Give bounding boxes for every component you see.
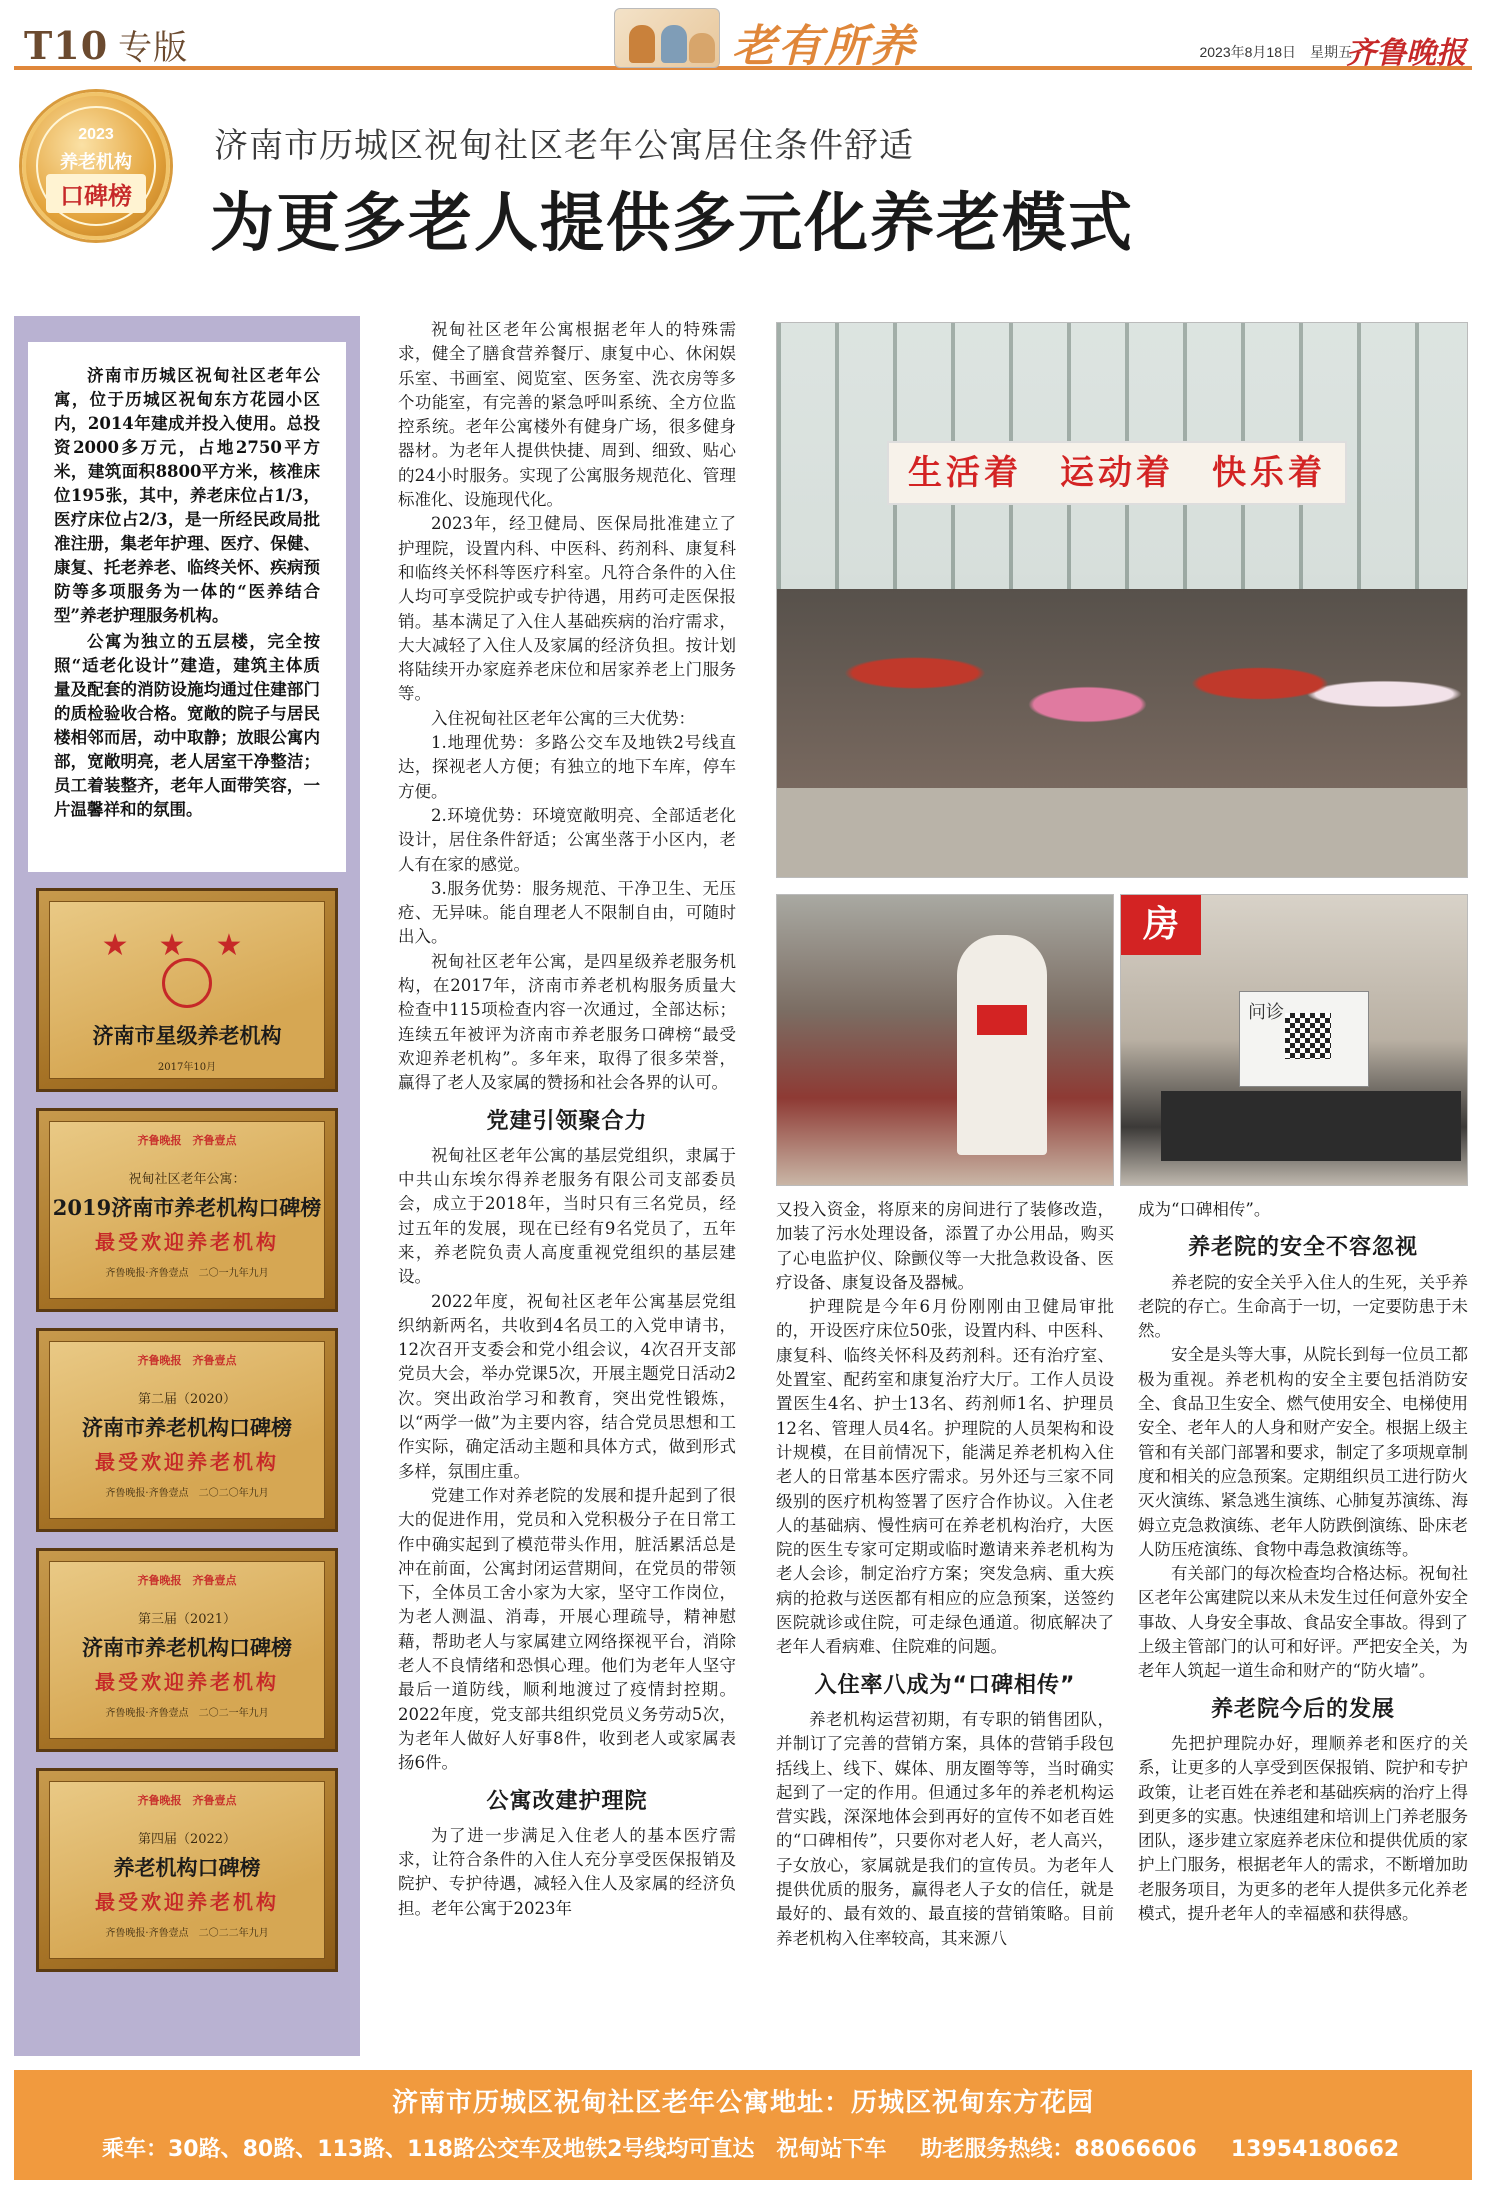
plaque-logos: 齐鲁晚报 齐鲁壹点: [137, 1134, 237, 1147]
article-title: 为更多老人提供多元化养老模式: [210, 186, 1134, 261]
photo-board: 问诊: [1239, 991, 1369, 1087]
award-medal: [22, 92, 170, 240]
paragraph: 成为“口碑相传”。: [1138, 1200, 1271, 1219]
section-heading: 公寓改建护理院: [486, 1788, 648, 1814]
clinic-photo: [1120, 894, 1468, 1186]
brand-logo: 老有所养: [732, 21, 916, 72]
plaque-date: 2017年10月: [157, 1062, 217, 1073]
footer-transit: 乘车：30路、80路、113路、118路公交车及地铁2号线均可直达 祝甸站下车: [102, 2137, 887, 2162]
plaque-title: 2019济南市养老机构口碑榜: [52, 1195, 322, 1220]
plaque-edition: 祝甸社区老年公寓：: [128, 1172, 246, 1187]
paragraph: 祝甸社区老年公寓根据老年人的特殊需求，健全了膳食营养餐厅、康复中心、休闲娱乐室、书画室、阅览室、医务室、洗衣房等多个功能室，有完善的紧急呼叫系统、全方位监控系统。老年公寓楼外有健身广场，很多健身器材。为老年人提供快捷、周到、细致、贴心的24小时服务。实现了公寓服务规范化、管理标准化、设施现代化。: [398, 320, 736, 510]
qr-code-icon: [1285, 1013, 1331, 1059]
paragraph: 护理院是今年6月份刚刚由卫健局审批的，开设医疗床位50张，设置内科、中医科、康复科、临终关怀科及药剂科。还有治疗室、处置室、配药室和康复治疗大厅。工作人员设置医生4名、护士13名、药剂师1名、护理员12名、管理人员4名。护理院的人员架构和设计规模，在目前情况下，能满足养老机构入住老人的日常基本医疗需求。另外还与三家不同级别的医疗机构签署了医疗合作协议。入住老人的基础病、慢性病可在养老机构治疗，大医院的医生专家可定期或临时邀请来养老机构为老人会诊，制定治疗方案；突发急病、重大疾病的抢救与送医都有相应的应急预案，送签约医院就诊或住院，可走绿色通道。彻底解决了老年人看病难、住院难的问题。: [776, 1297, 1114, 1657]
plaque-date: 齐鲁晚报·齐鲁壹点 二〇二二年九月: [105, 1928, 269, 1939]
paragraph: 又投入资金，将原来的房间进行了装修改造，加装了污水处理设备，添置了办公用品，购买了心电监护仪、除颤仪等一大批急救设备、医疗设备、康复设备及器械。: [776, 1200, 1114, 1292]
paragraph: 2022年度，祝甸社区老年公寓基层党组织纳新两名，共收到4名员工的入党申请书，12次召开支委会和党小组会议，4次召开支部党员大会，举办党课5次，开展主题党日活动2次。突出政治学习和教育，突出党性锻炼，以“两学一做”为主要内容，结合党员思想和工作实际，确定活动主题和具体方式，做到形式多样，氛围庄重。: [398, 1291, 736, 1481]
brand-photo: [614, 8, 720, 68]
photo-sign: 房: [1121, 895, 1201, 955]
paragraph: 祝甸社区老年公寓的基层党组织，隶属于中共山东埃尔得养老服务有限公司支部委员会，成立于2018年，当时只有三名党员，经过五年的发展，现在已经有9名党员了，五年来，养老院负责人高度重视党组织的基层建设。: [398, 1145, 736, 1287]
plaque-title: 济南市星级养老机构: [92, 1023, 282, 1048]
article-column-3: [776, 1198, 1114, 1951]
paragraph: 养老机构运营初期，有专职的销售团队，并制订了完善的营销方案，具体的营销手段包括线上、线下、媒体、朋友圈等等，当时确实起到了一定的作用。但通过多年的养老机构运营实践，深深地体会到再好的宣传不如老百姓的“口碑相传”，只要你对老人好，老人高兴，子女放心，家属就是我们的宣传员。为老年人提供优质的服务，赢得老人子女的信任，就是最好的、最有效的、最直接的营销策略。目前养老机构入住率较高，其来源八: [776, 1709, 1114, 1948]
stars-icon: ★★★: [101, 928, 273, 963]
paragraph: 先把护理院办好，理顺养老和医疗的关系，让更多的人享受到医保报销、院护和专护政策，让老百姓在养老和基础疾病的治疗上得到更多的实惠。快速组建和培训上门养老服务团队，逐步建立家庭养老床位和提供优质的家护上门服务，根据老年人的需求，不断增加助老服务项目，为更多的老年人提供多元化养老模式，提升老年人的幸福感和获得感。: [1138, 1733, 1468, 1924]
plaque-award: 最受欢迎养老机构: [95, 1670, 279, 1694]
section-heading: 入住率八成为“口碑相传”: [814, 1672, 1076, 1698]
paragraph: 党建工作对养老院的发展和提升起到了很大的促进作用，党员和入党积极分子在日常工作中确实起到了模范带头作用，脏活累活总是冲在前面，公寓封闭运营期间，在党员的带领下，全体员工舍小家为大家，坚守工作岗位，为老人测温、消毒，开展心理疏导，精神慰藉，帮助老人与家属建立网络探视平台，消除老人不良情绪和恐惧心理。他们为老年人坚守最后一道防线，顺利地渡过了疫情封控期。2022年度，党支部共组织党员义务劳动5次，为老年人做好人好事8件，收到老人或家属表扬6件。: [398, 1485, 736, 1773]
issue-date: 2023年8月18日 星期五: [1199, 44, 1352, 60]
plaque-date: 齐鲁晚报·齐鲁壹点 二〇二〇年九月: [105, 1488, 269, 1499]
paragraph: 有关部门的每次检查均合格达标。祝甸社区老年公寓建院以来从未发生过任何意外安全事故、人身安全事故、食品安全事故。得到了上级主管部门的认可和好评。严把安全关，为老年人筑起一道生命和财产的“防火墙”。: [1138, 1564, 1468, 1681]
group-photo: [776, 322, 1468, 878]
emblem-icon: [162, 958, 212, 1008]
plaque-date: 齐鲁晚报·齐鲁壹点 二〇一九年九月: [105, 1268, 269, 1279]
section-heading: 党建引领聚合力: [486, 1108, 648, 1134]
paragraph: 入住祝甸社区老年公寓的三大优势：: [431, 708, 695, 728]
paper-logo: 齐鲁晚报: [1346, 36, 1466, 71]
intro-box: [28, 342, 346, 872]
footer-info: [102, 2132, 1433, 2163]
paragraph: 1.地理优势：多路公交车及地铁2号线直达，探视老人方便；有独立的地下车库，停车方便。: [398, 733, 736, 801]
activity-photo: [776, 894, 1114, 1186]
plaque-edition: 第三届（2021）: [137, 1612, 237, 1627]
plaque-logos: 齐鲁晚报 齐鲁壹点: [137, 1794, 237, 1807]
footer-mobile: 13954180662: [1230, 2137, 1400, 2162]
plaque-edition: 第四届（2022）: [137, 1832, 237, 1847]
article-column-4: [1138, 1198, 1468, 1926]
medal-line1: 养老机构: [60, 152, 132, 173]
plaque-award: 最受欢迎养老机构: [95, 1890, 279, 1914]
footer-band: [14, 2070, 1472, 2180]
medal-line2: 口碑榜: [46, 174, 146, 213]
paragraph: 2.环境优势：环境宽敞明亮、全部适老化设计，居住条件舒适；公寓坐落于小区内，老人有在家的感觉。: [398, 805, 736, 874]
paragraph: 祝甸社区老年公寓，是四星级养老服务机构，在2017年，济南市养老机构服务质量大检查中115项检查内容一次通过，全部达标；连续五年被评为济南市养老服务口碑榜“最受欢迎养老机构”。多年来，取得了很多荣誉，赢得了老人及家属的赞扬和社会各界的认可。: [398, 951, 736, 1093]
plaque-logos: 齐鲁晚报 齐鲁壹点: [137, 1354, 237, 1367]
section-heading: 养老院的安全不容忽视: [1187, 1235, 1418, 1261]
plaque-award: 最受欢迎养老机构: [95, 1450, 279, 1474]
footer-hotline: 助老服务热线：88066606: [920, 2137, 1197, 2162]
intro-paragraph: 公寓为独立的五层楼，完全按照“适老化设计”建造，建筑主体质量及配套的消防设施均通过住建部门的质检验收合格。宽敞的院子与居民楼相邻而居，动中取静；放眼公寓内部，宽敞明亮，老人居室干净整洁；员工着装整齐，老年人面带笑容，一片温馨祥和的氛围。: [54, 632, 320, 819]
paragraph: 安全是头等大事，从院长到每一位员工都极为重视。养老机构的安全主要包括消防安全、食品卫生安全、燃气使用安全、电梯使用安全、老年人的人身和财产安全。根据上级主管和有关部门部署和要求，制定了多项规章制度和相关的应急预案。定期组织员工进行防火灭火演练、紧急逃生演练、心肺复苏演练、海姆立克急救演练、老年人防跌倒演练、卧床老人防压疮演练、食物中毒急救演练等。: [1138, 1345, 1468, 1559]
paragraph: 养老院的安全关乎入住人的生死，关乎养老院的存亡。生命高于一切，一定要防患于未然。: [1138, 1272, 1468, 1341]
plaque-title: 养老机构口碑榜: [113, 1855, 261, 1880]
article-column-2: [398, 318, 736, 1921]
section-heading: 养老院今后的发展: [1210, 1696, 1395, 1722]
intro-paragraph: 济南市历城区祝甸社区老年公寓，位于历城区祝甸东方花园小区内，2014年建成并投入使用。总投资2000多万元，占地2750平方米，建筑面积8800平方米，核准床位195张，其中，养老床位占1/3，医疗床位占2/3，是一所经民政局批准注册，集老年护理、医疗、保健、康复、托老养老、临终关怀、疾病预防等多项服务为一体的“医养结合型”养老护理服务机构。: [54, 366, 320, 625]
article-subtitle: 济南市历城区祝甸社区老年公寓居住条件舒适: [214, 126, 914, 166]
award-plaque-star: [36, 888, 338, 1092]
brand-block: [614, 6, 974, 70]
paragraph: 3.服务优势：服务规范、干净卫生、无压疮、无异味。能自理老人不限制自由，可随时出入。: [398, 878, 736, 947]
plaque-edition: 第二届（2020）: [137, 1392, 237, 1407]
plaque-award: 最受欢迎养老机构: [95, 1230, 279, 1254]
page-header: [14, 6, 1472, 84]
section-label: 专版: [118, 28, 189, 68]
paragraph: 2023年，经卫健局、医保局批准建立了护理院，设置内科、中医科、药剂科、康复科和临终关怀科等医疗科室。凡符合条件的入住人均可享受院护或专护待遇，用药可走医保报销。基本满足了入住人基础疾病的治疗需求，大大减轻了入住人及家属的经济负担。按计划将陆续开办家庭养老床位和居家养老上门服务等。: [398, 514, 736, 704]
plaque-date: 齐鲁晚报·齐鲁壹点 二〇二一年九月: [105, 1708, 269, 1719]
footer-address: 济南市历城区祝甸社区老年公寓地址：历城区祝甸东方花园: [391, 2088, 1094, 2118]
award-plaque-2020: [36, 1328, 338, 1532]
award-plaque-2019: [36, 1108, 338, 1312]
plaque-title: 济南市养老机构口碑榜: [82, 1635, 292, 1660]
photo-banner: 生活着 运动着 快乐着: [887, 441, 1347, 505]
plaque-title: 济南市养老机构口碑榜: [82, 1415, 292, 1440]
paragraph: 为了进一步满足入住老人的基本医疗需求，让符合条件的入住人充分享受医保报销及院护、专护待遇，减轻入住人及家属的经济负担。老年公寓于2023年: [398, 1825, 736, 1918]
plaque-logos: 齐鲁晚报 齐鲁壹点: [137, 1574, 237, 1587]
award-plaque-2021: [36, 1548, 338, 1752]
medal-year: 2023: [78, 126, 114, 143]
award-plaque-2022: [36, 1768, 338, 1972]
page-code: T10 专版: [24, 23, 189, 68]
